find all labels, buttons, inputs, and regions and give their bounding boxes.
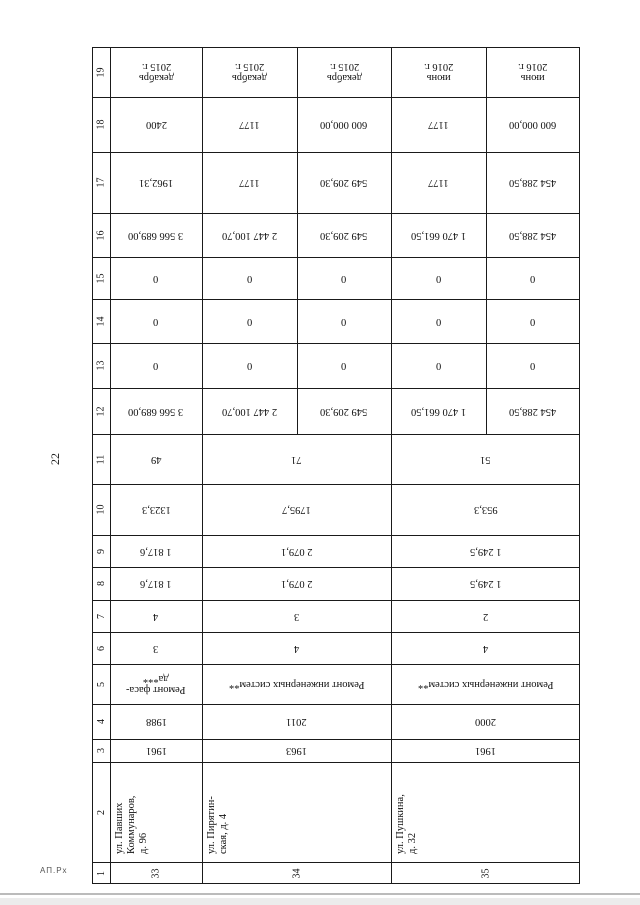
cell-col-13-text: 0 (341, 360, 347, 371)
cell-col-11-text: 71 (291, 453, 302, 465)
column-number-12-text: 12 (95, 406, 107, 416)
cell-col-14-text: 0 (435, 315, 442, 327)
cell-col-12 (486, 388, 580, 434)
cell-col-5 (391, 664, 580, 704)
cell-col-15-text: 0 (153, 272, 159, 284)
cell-col-14 (391, 299, 486, 343)
cell-col-14 (297, 299, 391, 343)
cell-col-17 (110, 152, 202, 213)
cell-col-14-text: 0 (341, 315, 347, 327)
column-number-3 (92, 739, 110, 762)
cell-col-17 (391, 152, 486, 213)
cell-col-13 (110, 343, 202, 388)
cell-col-12 (297, 388, 391, 434)
cell-col-12 (110, 388, 202, 434)
cell-col-4 (202, 704, 391, 739)
column-number-15 (92, 257, 110, 299)
cell-col-10-text: 953,3 (473, 504, 498, 515)
cell-col-9-text: 1 817,6 (140, 545, 172, 557)
cell-col-13 (391, 343, 486, 388)
cell-col-4 (391, 704, 580, 739)
cell-col-12-text: 1 470 661,50 (410, 405, 467, 417)
cell-col-15 (391, 257, 486, 299)
cell-col-7 (110, 600, 202, 632)
cell-col-5-text: Ремонт фаса- да*** (126, 673, 186, 695)
cell-col-16-text: 1 470 661,50 (410, 229, 467, 241)
row-number (202, 862, 391, 884)
cell-col-17-text: 454 288,50 (509, 177, 557, 188)
cell-col-14 (110, 299, 202, 343)
row-number-text: 35 (480, 868, 491, 878)
cell-col-11 (110, 434, 202, 484)
cell-col-7 (391, 600, 580, 632)
column-number-16 (92, 213, 110, 257)
column-number-4-text: 4 (95, 719, 107, 724)
column-number-11-text: 11 (95, 454, 107, 464)
cell-col-4 (110, 704, 202, 739)
cell-col-11 (202, 434, 391, 484)
cell-col-14-text: 0 (246, 315, 253, 327)
cell-col-11 (391, 434, 580, 484)
cell-col-9-text: 1 249,5 (469, 545, 502, 557)
cell-col-13-text: 0 (153, 360, 159, 371)
column-number-3-text: 3 (95, 748, 107, 753)
column-number-10 (92, 484, 110, 535)
cell-col-18-text: 600 000,00 (509, 119, 557, 130)
cell-col-6-text: 3 (153, 642, 159, 654)
cell-col-16 (486, 213, 580, 257)
cell-col-18-text: 1177 (428, 119, 449, 130)
column-number-11 (92, 434, 110, 484)
cell-col-13-text: 0 (530, 360, 536, 371)
column-number-4 (92, 704, 110, 739)
row-number (110, 862, 202, 884)
cell-col-19 (110, 47, 202, 97)
cell-col-19-text: июнь 2016 г. (518, 61, 548, 83)
cell-col-12-text: 3 566 689,00 (128, 405, 184, 417)
cell-col-19 (202, 47, 297, 97)
column-number-8 (92, 567, 110, 600)
cell-col-4-text: 2000 (475, 716, 496, 727)
cell-col-3-text: 1961 (145, 745, 167, 756)
cell-col-14-text: 0 (530, 315, 536, 327)
footer-mark: АП.Рх (40, 866, 68, 875)
cell-col-8-text: 1 249,5 (469, 578, 502, 589)
cell-col-16 (110, 213, 202, 257)
column-number-6-text: 6 (95, 645, 107, 651)
cell-col-10 (110, 484, 202, 535)
cell-col-16-text: 3 566 689,00 (128, 229, 184, 241)
cell-col-17-text: 1177 (428, 177, 449, 188)
column-number-7 (92, 600, 110, 632)
cell-col-19 (391, 47, 486, 97)
cell-col-16-text: 2 447 100,70 (221, 229, 278, 241)
cell-col-16-text: 454 288,50 (509, 229, 557, 241)
cell-col-4-text: 1988 (145, 716, 167, 727)
column-number-1-text: 1 (95, 870, 107, 876)
cell-col-19 (297, 47, 391, 97)
address: ул. Пирятин- ская, д. 4 (206, 796, 229, 854)
column-number-15-text: 15 (95, 273, 107, 283)
cell-col-19-text: декабрь 2015 г. (232, 61, 267, 83)
column-number-2 (92, 762, 110, 862)
cell-col-18 (391, 97, 486, 152)
column-number-6 (92, 632, 110, 664)
cell-col-15 (486, 257, 580, 299)
cell-col-12 (202, 388, 297, 434)
column-number-2-text: 2 (95, 809, 107, 815)
cell-col-6 (391, 632, 580, 664)
cell-col-18-text: 2400 (145, 119, 167, 130)
cell-col-8 (110, 567, 202, 600)
cell-col-8-text: 2 079,1 (280, 578, 313, 589)
cell-col-17-text: 1177 (239, 177, 260, 188)
cell-col-8 (202, 567, 391, 600)
repair-table (92, 47, 580, 884)
cell-col-5-text: Ремонт инженерных систем** (417, 678, 554, 690)
cell-col-19 (486, 47, 580, 97)
cell-col-9-text: 2 079,1 (280, 545, 313, 557)
cell-col-5-text: Ремонт инженерных систем** (228, 678, 365, 690)
cell-col-13 (202, 343, 297, 388)
cell-col-17 (202, 152, 297, 213)
cell-col-15 (110, 257, 202, 299)
cell-col-3-text: 1961 (475, 745, 496, 756)
column-number-9-text: 9 (95, 548, 107, 554)
column-number-9 (92, 535, 110, 567)
address: ул. Павших Коммунаров, д. 96 (114, 795, 149, 854)
cell-col-13 (297, 343, 391, 388)
cell-col-6 (110, 632, 202, 664)
cell-col-9 (391, 535, 580, 567)
column-number-19 (92, 47, 110, 97)
cell-col-15 (297, 257, 391, 299)
column-number-12 (92, 388, 110, 434)
cell-col-6-text: 4 (482, 642, 489, 654)
column-number-16-text: 16 (95, 230, 107, 240)
cell-col-16-text: 549 209,30 (320, 229, 368, 241)
cell-col-6 (202, 632, 391, 664)
cell-col-15-text: 0 (435, 272, 442, 284)
cell-col-8-text: 1 817,6 (140, 578, 172, 589)
column-number-17 (92, 152, 110, 213)
cell-col-16 (202, 213, 297, 257)
column-number-1 (92, 862, 110, 884)
column-number-13-text: 13 (95, 360, 107, 371)
address: ул. Пушкина, д. 32 (395, 794, 418, 854)
cell-col-12 (391, 388, 486, 434)
cell-col-7-text: 3 (293, 610, 300, 622)
column-number-18 (92, 97, 110, 152)
page-bottom-rule (0, 893, 640, 895)
cell-col-18 (202, 97, 297, 152)
column-number-8-text: 8 (95, 581, 107, 586)
cell-col-9 (110, 535, 202, 567)
cell-col-11-text: 51 (480, 453, 491, 465)
cell-col-15-text: 0 (530, 272, 536, 284)
cell-col-12-text: 2 447 100,70 (221, 405, 278, 417)
column-number-10-text: 10 (95, 504, 107, 515)
cell-col-19-text: июнь 2016 г. (423, 61, 454, 83)
cell-col-10-text: 1795,7 (282, 504, 311, 515)
cell-col-6-text: 4 (293, 642, 300, 654)
column-number-13 (92, 343, 110, 388)
column-number-14 (92, 299, 110, 343)
cell-col-3 (202, 739, 391, 762)
cell-col-7-text: 4 (153, 610, 159, 622)
row-number-text: 33 (150, 868, 162, 878)
cell-col-15-text: 0 (246, 272, 253, 284)
cell-col-19-text: декабрь 2015 г. (326, 61, 362, 83)
cell-col-3 (110, 739, 202, 762)
cell-col-7-text: 2 (482, 610, 489, 622)
cell-col-13 (486, 343, 580, 388)
cell-col-17-text: 1962,31 (138, 177, 174, 188)
cell-col-13-text: 0 (435, 360, 442, 371)
cell-col-19-text: декабрь 2015 г. (138, 61, 174, 83)
cell-col-5 (202, 664, 391, 704)
cell-col-17 (486, 152, 580, 213)
cell-col-5 (110, 664, 202, 704)
cell-col-14 (486, 299, 580, 343)
cell-col-14-text: 0 (153, 315, 159, 327)
cell-col-12-text: 549 209,30 (320, 405, 368, 417)
cell-col-18 (297, 97, 391, 152)
row-number (391, 862, 580, 884)
cell-col-10 (202, 484, 391, 535)
column-number-14-text: 14 (95, 316, 107, 326)
column-separator (92, 762, 580, 763)
cell-col-15-text: 0 (341, 272, 347, 284)
cell-col-8 (391, 567, 580, 600)
cell-col-14 (202, 299, 297, 343)
page-number: 22 (48, 453, 62, 465)
column-number-18-text: 18 (95, 119, 107, 130)
cell-col-7 (202, 600, 391, 632)
column-number-5-text: 5 (95, 681, 107, 687)
row-number-text: 34 (291, 868, 302, 878)
cell-col-18 (110, 97, 202, 152)
cell-col-4-text: 2011 (286, 716, 307, 727)
cell-col-12-text: 454 288,50 (509, 405, 557, 417)
cell-col-18-text: 600 000,00 (320, 119, 368, 130)
cell-col-16 (297, 213, 391, 257)
cell-col-10-text: 1323,3 (141, 504, 171, 515)
column-number-19-text: 19 (95, 67, 107, 77)
page-bottom-strip (0, 898, 640, 905)
cell-col-15 (202, 257, 297, 299)
cell-col-18 (486, 97, 580, 152)
cell-col-18-text: 1177 (239, 119, 260, 130)
column-number-7-text: 7 (95, 613, 107, 619)
cell-col-10 (391, 484, 580, 535)
cell-col-3-text: 1963 (286, 745, 307, 756)
column-number-17-text: 17 (95, 177, 107, 188)
column-number-5 (92, 664, 110, 704)
cell-col-17 (297, 152, 391, 213)
cell-col-16 (391, 213, 486, 257)
cell-col-11-text: 49 (150, 453, 162, 465)
cell-col-9 (202, 535, 391, 567)
cell-col-3 (391, 739, 580, 762)
cell-col-13-text: 0 (246, 360, 253, 371)
cell-col-17-text: 549 209,30 (320, 177, 368, 188)
